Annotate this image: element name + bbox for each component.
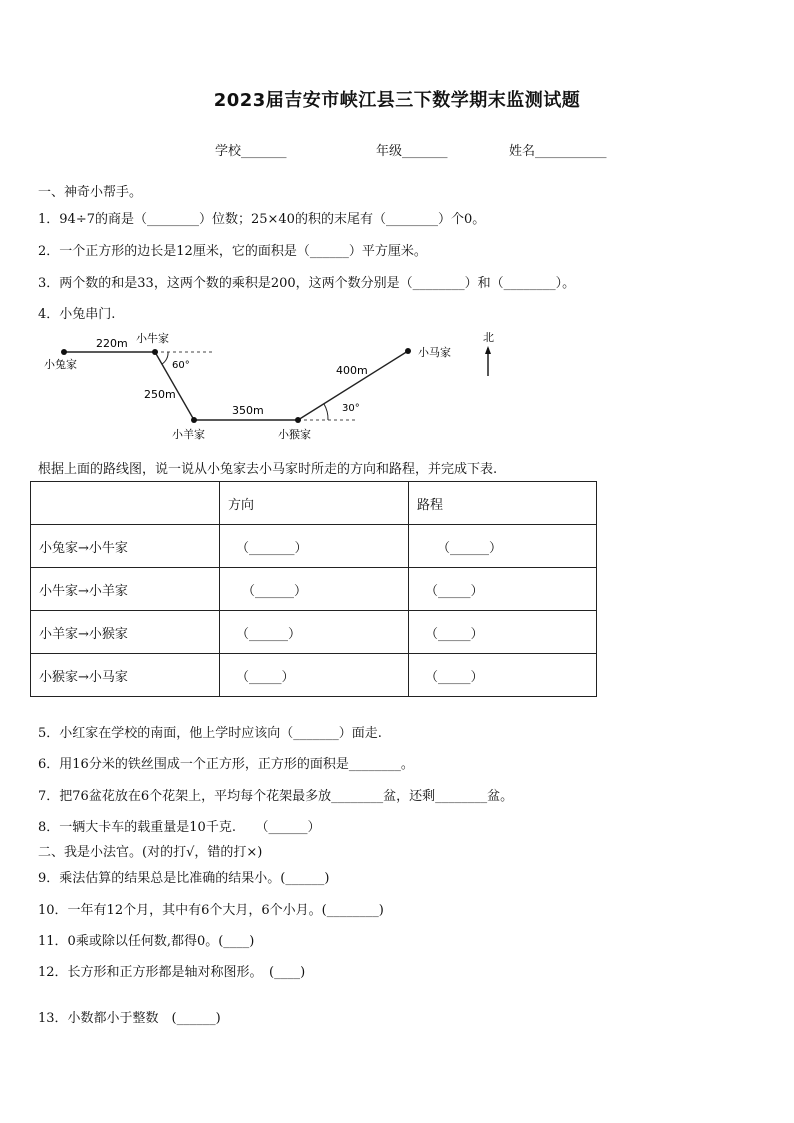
section-1-heading: 一、神奇小帮手。 — [38, 185, 143, 200]
node-cow — [152, 349, 158, 355]
table-header-direction: 方向 — [220, 482, 409, 525]
label-monkey: 小猴家 — [278, 428, 311, 441]
distance-monkey-horse: 400m — [336, 364, 368, 377]
table-header-distance: 路程 — [409, 482, 597, 525]
table-cell-distance[interactable]: （_____） — [409, 611, 597, 654]
question-8: 8．一辆大卡车的载重量是10千克. （______） — [38, 820, 321, 835]
question-5: 5．小红家在学校的南面，他上学时应该向（_______）面走. — [38, 726, 382, 741]
table-cell-route: 小牛家→小羊家 — [31, 568, 220, 611]
table-row — [31, 654, 597, 697]
distance-cow-sheep: 250m — [144, 388, 176, 401]
question-12: 12．长方形和正方形都是轴对称图形。 (____) — [38, 965, 306, 980]
table-cell-distance[interactable]: （______） — [409, 525, 597, 568]
route-table — [30, 481, 597, 697]
angle-arc-monkey — [324, 404, 328, 420]
grade-field: 年级_______ — [376, 144, 448, 159]
question-10: 10．一年有12个月，其中有6个大月，6个小月。(________) — [38, 903, 384, 918]
label-horse: 小马家 — [418, 346, 451, 359]
question-4-instruction: 根据上面的路线图，说一说从小兔家去小马家时所走的方向和路程，并完成下表. — [38, 462, 498, 477]
table-cell-distance[interactable]: （_____） — [409, 654, 597, 697]
question-4: 4．小兔串门. — [38, 307, 116, 322]
table-cell-route: 小猴家→小马家 — [31, 654, 220, 697]
angle-label-monkey: 30° — [342, 403, 360, 414]
node-sheep — [191, 417, 197, 423]
node-horse — [405, 348, 411, 354]
question-7: 7．把76盆花放在6个花架上，平均每个花架最多放________盆，还剩________盆。 — [38, 789, 514, 804]
question-9: 9．乘法估算的结果总是比准确的结果小。(______) — [38, 871, 330, 886]
question-3: 3．两个数的和是33，这两个数的乘积是200，这两个数分别是（________）和（________）。 — [38, 276, 576, 291]
distance-rabbit-cow: 220m — [96, 337, 128, 350]
table-header-cell — [31, 482, 220, 525]
north-label: 北 — [483, 331, 494, 344]
question-1: 1．94÷7的商是（________）位数；25×40的积的末尾有（________）个0。 — [38, 212, 486, 227]
distance-sheep-monkey: 350m — [232, 404, 264, 417]
question-2: 2．一个正方形的边长是12厘米，它的面积是（______）平方厘米。 — [38, 244, 427, 259]
table-row — [31, 525, 597, 568]
angle-label-cow: 60° — [172, 360, 190, 371]
north-arrow-icon — [478, 330, 502, 380]
label-rabbit: 小兔家 — [44, 358, 77, 371]
label-cow: 小牛家 — [136, 332, 169, 345]
table-cell-route: 小兔家→小牛家 — [31, 525, 220, 568]
label-sheep: 小羊家 — [172, 428, 205, 441]
table-header-row — [31, 482, 597, 525]
route-diagram — [38, 328, 508, 448]
table-row — [31, 568, 597, 611]
table-cell-route: 小羊家→小猴家 — [31, 611, 220, 654]
question-6: 6．用16分米的铁丝围成一个正方形，正方形的面积是________。 — [38, 757, 414, 772]
node-rabbit — [61, 349, 67, 355]
question-13: 13．小数都小于整数 (______) — [38, 1011, 221, 1026]
node-monkey — [295, 417, 301, 423]
name-field: 姓名___________ — [509, 144, 607, 159]
section-2-heading: 二、我是小法官。(对的打√，错的打×) — [38, 845, 263, 860]
table-cell-distance[interactable]: （_____） — [409, 568, 597, 611]
exam-title: 2023届吉安市峡江县三下数学期末监测试题 — [213, 90, 581, 111]
table-cell-direction[interactable]: （_____） — [220, 654, 409, 697]
question-11: 11．0乘或除以任何数,都得0。(____) — [38, 934, 255, 949]
angle-arc-cow — [162, 352, 168, 364]
table-cell-direction[interactable]: （______） — [220, 568, 409, 611]
table-cell-direction[interactable]: （______） — [220, 611, 409, 654]
table-cell-direction[interactable]: （_______） — [220, 525, 409, 568]
school-field: 学校_______ — [215, 144, 287, 159]
table-row — [31, 611, 597, 654]
